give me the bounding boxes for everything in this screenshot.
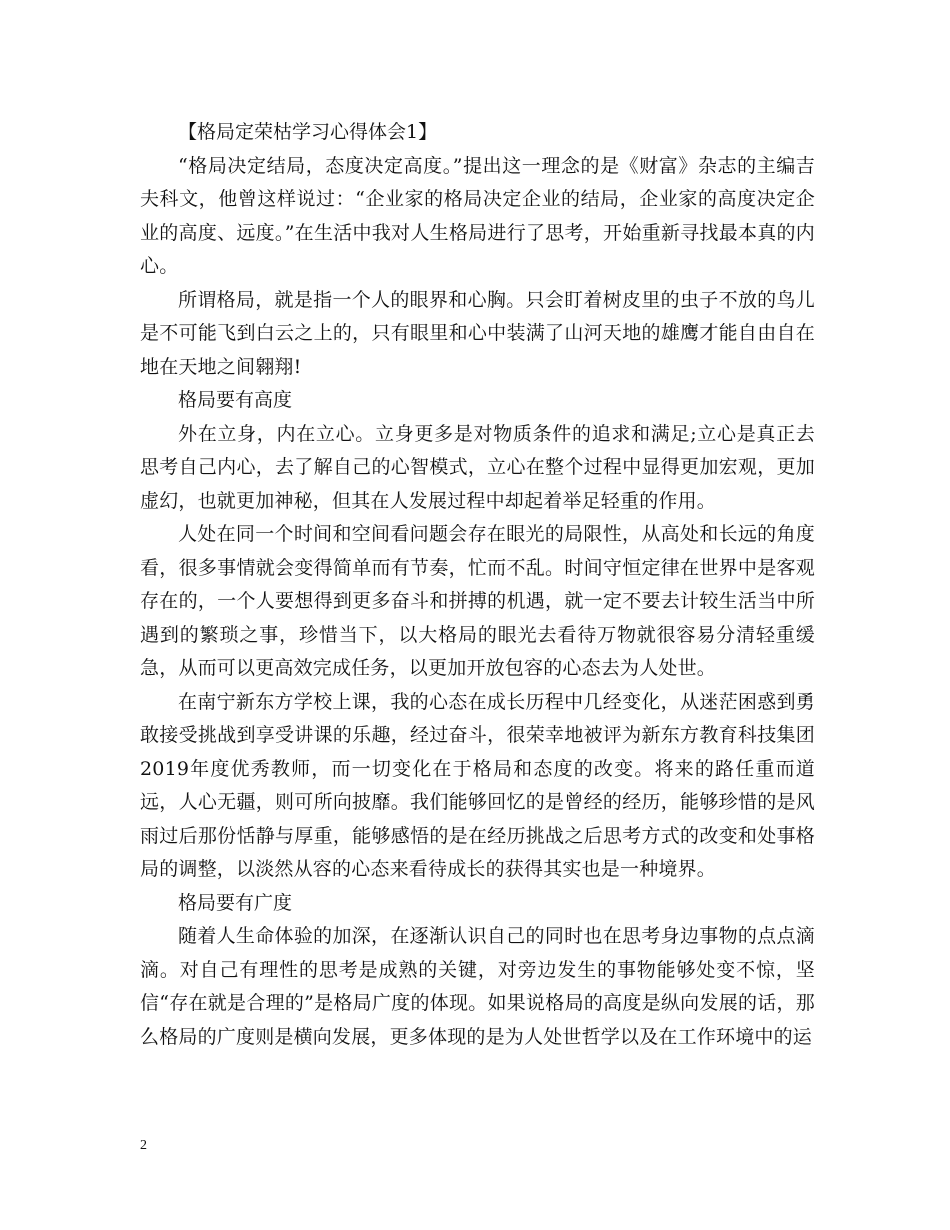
document-title: 【格局定荣枯学习心得体会1】: [178, 121, 438, 143]
paragraph: 在南宁新东方学校上课，我的心态在成长历程中几经变化，从迷茫困惑到勇敢接受挑战到享受讲课的乐趣，经过奋斗，很荣幸地被评为新东方教育科技集团2019年度优秀教师，而一切变化在于格局和态度的改变。将来的路任重而道远，人心无疆，则可所向披靡。我们能够回忆的是曾经的经历，能够珍惜的是风雨过后那份恬静与厚重，能够感悟的是在经历挑战之后思考方式的改变和处事格局的调整，以淡然从容的心态来看待成长的获得其实也是一种境界。: [140, 690, 815, 880]
paragraph: 外在立身，内在立心。立身更多是对物质条件的追求和满足;立心是真正去思考自己内心，去了解自己的心智模式，立心在整个过程中显得更加宏观，更加虚幻，也就更加神秘，但其在人发展过程中却起着举足轻重的作用。: [140, 422, 815, 512]
page-number: 2: [140, 1138, 147, 1153]
paragraph: “格局决定结局，态度决定高度。”提出这一理念的是《财富》杂志的主编吉夫科文，他曾这样说过：“企业家的格局决定企业的结局，企业家的高度决定企业的高度、远度。”在生活中我对人生格局进行了思考，开始重新寻找最本真的内心。: [140, 154, 815, 277]
paragraph: 随着人生命体验的加深，在逐渐认识自己的同时也在思考身边事物的点点滴滴。对自己有理性的思考是成熟的关键，对旁边发生的事物能够处变不惊，坚信“存在就是合理的”是格局广度的体现。如果说格局的高度是纵向发展的话，那么格局的广度则是横向发展，更多体现的是为人处世哲学以及在工作环境中的运: [140, 925, 815, 1048]
section-heading-breadth: 格局要有广度: [178, 891, 293, 914]
section-heading-height: 格局要有高度: [178, 389, 293, 411]
document-body: [140, 116, 815, 1054]
paragraph: 人处在同一个时间和空间看问题会存在眼光的局限性，从高处和长远的角度看，很多事情就会变得简单而有节奏，忙而不乱。时间守恒定律在世界中是客观存在的，一个人要想得到更多奋斗和拼搏的机遇，就一定不要去计较生活当中所遇到的繁琐之事，珍惜当下，以大格局的眼光去看待万物就很容易分清轻重缓急，从而可以更高效完成任务，以更加开放包容的心态去为人处世。: [140, 523, 815, 679]
paragraph: 所谓格局，就是指一个人的眼界和心胸。只会盯着树皮里的虫子不放的鸟儿是不可能飞到白云之上的，只有眼里和心中装满了山河天地的雄鹰才能自由自在地在天地之间翱翔!: [140, 288, 815, 378]
